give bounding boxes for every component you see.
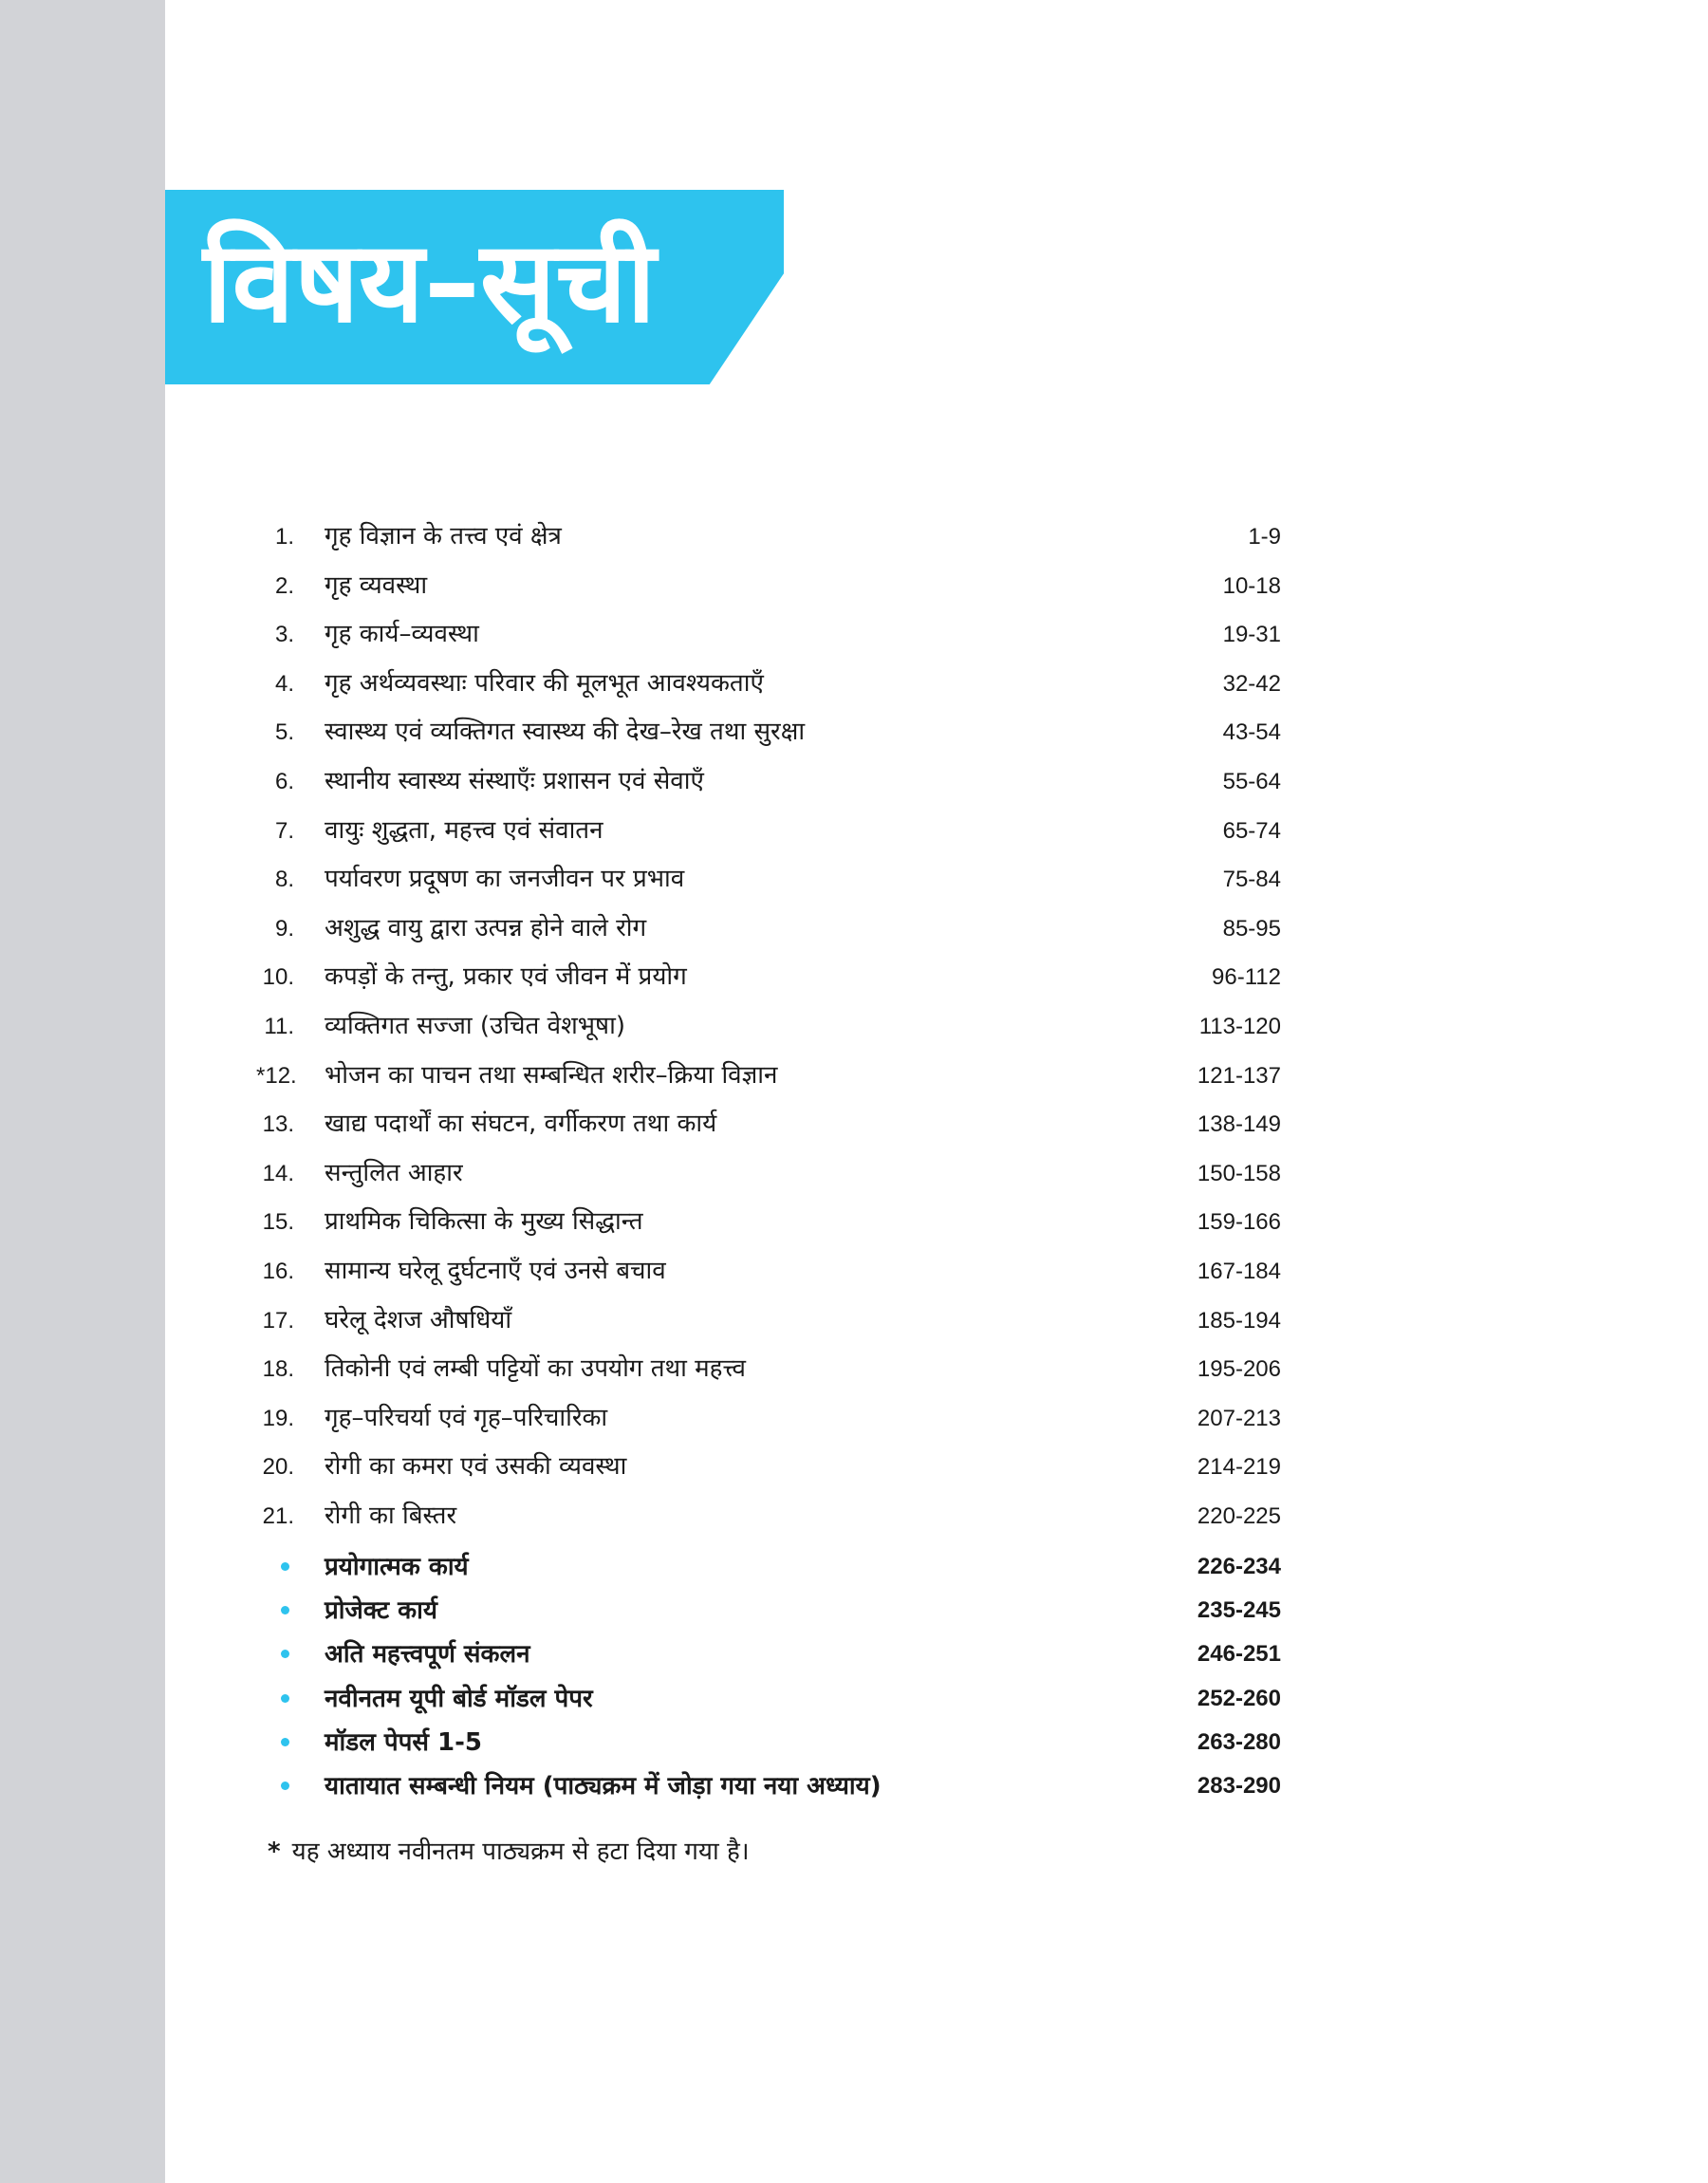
chapter-number: *12. xyxy=(256,1062,297,1089)
chapter-number: 5. xyxy=(274,719,294,746)
extra-pages: 252-260 xyxy=(1197,1685,1281,1711)
bullet-icon xyxy=(281,1782,289,1790)
extra-row[interactable] xyxy=(256,1721,1281,1764)
chapter-number: 7. xyxy=(274,817,294,844)
toc-row[interactable] xyxy=(256,1002,1281,1052)
chapter-title: गृह अर्थव्यवस्थाः परिवार की मूलभूत आवश्यकताएँ xyxy=(325,668,764,698)
chapter-pages: 85-95 xyxy=(1222,915,1281,942)
chapter-number: 19. xyxy=(262,1405,294,1431)
toc-row[interactable] xyxy=(256,1100,1281,1149)
extra-pages: 246-251 xyxy=(1197,1641,1281,1668)
toc-row[interactable] xyxy=(256,1443,1281,1492)
chapter-title: खाद्य पदार्थों का संघटन, वर्गीकरण तथा कार्य xyxy=(325,1110,717,1139)
chapter-pages: 207-213 xyxy=(1197,1405,1281,1431)
extra-pages: 263-280 xyxy=(1197,1728,1281,1755)
chapter-title: स्वास्थ्य एवं व्यक्तिगत स्वास्थ्य की देख–रेख तथा सुरक्षा xyxy=(325,718,806,747)
toc-row[interactable] xyxy=(256,1297,1281,1346)
chapter-number: 14. xyxy=(262,1160,294,1186)
chapter-title: गृह विज्ञान के तत्त्व एवं क्षेत्र xyxy=(325,522,562,550)
bullet-icon xyxy=(281,1694,289,1703)
page-title: विषय–सूची xyxy=(203,216,657,347)
toc-row[interactable] xyxy=(256,905,1281,954)
chapter-title: व्यक्तिगत सज्जा (उचित वेशभूषा) xyxy=(325,1011,625,1040)
toc-row[interactable] xyxy=(256,562,1281,611)
chapter-title: गृह–परिचर्या एवं गृह–परिचारिका xyxy=(325,1403,608,1432)
chapter-title: गृह कार्य–व्यवस्था xyxy=(325,620,479,649)
bullet-icon xyxy=(281,1562,289,1571)
toc-row[interactable] xyxy=(256,1247,1281,1297)
toc-row[interactable] xyxy=(256,953,1281,1002)
toc-row[interactable] xyxy=(256,1149,1281,1199)
chapter-title: घरेलू देशज औषधियाँ xyxy=(325,1305,512,1334)
toc-row[interactable] xyxy=(256,855,1281,905)
toc-row[interactable] xyxy=(256,708,1281,757)
extra-row[interactable] xyxy=(256,1589,1281,1633)
toc-row[interactable] xyxy=(256,610,1281,660)
chapter-title: अशुद्ध वायु द्वारा उत्पन्न होने वाले रोग xyxy=(325,913,647,942)
chapter-number: 4. xyxy=(274,670,294,697)
chapter-number: 1. xyxy=(274,524,294,550)
chapter-pages: 96-112 xyxy=(1212,964,1281,991)
chapter-pages: 195-206 xyxy=(1197,1356,1281,1383)
chapter-title: सामान्य घरेलू दुर्घटनाएँ एवं उनसे बचाव xyxy=(325,1256,666,1285)
chapter-title: भोजन का पाचन तथा सम्बन्धित शरीर–क्रिया विज्ञान xyxy=(325,1060,778,1090)
chapter-title: स्थानीय स्वास्थ्य संस्थाएँः प्रशासन एवं सेवाएँ xyxy=(325,766,704,795)
table-of-contents xyxy=(256,513,1281,1540)
bullet-icon xyxy=(281,1606,289,1614)
footnote xyxy=(268,1830,750,1874)
chapter-number: 10. xyxy=(262,964,294,991)
toc-row[interactable] xyxy=(256,807,1281,856)
chapter-number: 18. xyxy=(262,1356,294,1383)
chapter-number: 8. xyxy=(274,867,294,893)
chapter-title: तिकोनी एवं लम्बी पट्टियों का उपयोग तथा महत्त्व xyxy=(325,1354,746,1384)
chapter-pages: 185-194 xyxy=(1197,1307,1281,1334)
extra-row[interactable] xyxy=(256,1677,1281,1721)
chapter-pages: 214-219 xyxy=(1197,1454,1281,1481)
chapter-number: 16. xyxy=(262,1258,294,1284)
chapter-title: पर्यावरण प्रदूषण का जनजीवन पर प्रभाव xyxy=(325,865,685,894)
chapter-number: 17. xyxy=(262,1307,294,1334)
toc-row[interactable] xyxy=(256,1492,1281,1541)
extra-title: मॉडल पेपर्स 1-5 xyxy=(325,1727,483,1757)
extra-title: यातायात सम्बन्धी नियम (पाठ्यक्रम में जोड़ा गया नया अध्याय) xyxy=(325,1771,882,1801)
chapter-pages: 113-120 xyxy=(1198,1013,1281,1039)
bullet-icon xyxy=(281,1650,289,1658)
chapter-number: 15. xyxy=(262,1209,294,1236)
chapter-pages: 32-42 xyxy=(1222,670,1281,697)
chapter-number: 20. xyxy=(262,1454,294,1481)
chapter-number: 11. xyxy=(264,1013,294,1039)
chapter-pages: 150-158 xyxy=(1197,1160,1281,1186)
chapter-pages: 19-31 xyxy=(1222,622,1281,648)
chapter-title: गृह व्यवस्था xyxy=(325,570,428,600)
toc-row[interactable] xyxy=(256,660,1281,709)
chapter-number: 6. xyxy=(274,768,294,794)
extra-row[interactable] xyxy=(256,1545,1281,1589)
chapter-title: कपड़ों के तन्तु, प्रकार एवं जीवन में प्रयोग xyxy=(325,962,687,992)
chapter-pages: 159-166 xyxy=(1197,1209,1281,1236)
side-strip xyxy=(0,0,165,2183)
toc-row[interactable] xyxy=(256,1052,1281,1101)
footnote-text: यह अध्याय नवीनतम पाठ्यक्रम से हटा दिया गया है। xyxy=(291,1838,750,1866)
chapter-pages: 220-225 xyxy=(1197,1502,1281,1529)
chapter-number: 13. xyxy=(262,1111,294,1138)
toc-row[interactable] xyxy=(256,1394,1281,1444)
extra-title: प्रोजेक्ट कार्य xyxy=(325,1596,437,1626)
supplementary-list xyxy=(256,1545,1281,1808)
toc-row[interactable] xyxy=(256,513,1281,562)
chapter-pages: 65-74 xyxy=(1222,817,1281,844)
chapter-number: 9. xyxy=(274,915,294,942)
chapter-pages: 55-64 xyxy=(1222,768,1281,794)
chapter-title: सन्तुलित आहार xyxy=(325,1158,463,1187)
chapter-pages: 138-149 xyxy=(1197,1111,1281,1138)
chapter-title: प्राथमिक चिकित्सा के मुख्य सिद्धान्त xyxy=(325,1207,643,1237)
chapter-pages: 75-84 xyxy=(1222,867,1281,893)
toc-row[interactable] xyxy=(256,757,1281,807)
extra-title: प्रयोगात्मक कार्य xyxy=(325,1553,469,1581)
chapter-pages: 10-18 xyxy=(1222,572,1281,599)
chapter-title: रोगी का कमरा एवं उसकी व्यवस्था xyxy=(325,1452,627,1482)
extra-title: अति महत्त्वपूर्ण संकलन xyxy=(325,1640,530,1670)
extra-row[interactable] xyxy=(256,1764,1281,1808)
bullet-icon xyxy=(281,1738,289,1746)
extra-pages: 226-234 xyxy=(1197,1554,1281,1579)
chapter-pages: 1-9 xyxy=(1248,524,1281,550)
chapter-title: वायुः शुद्धता, महत्त्व एवं संवातन xyxy=(325,815,603,845)
footnote-marker: * xyxy=(268,1838,281,1866)
chapter-number: 21. xyxy=(262,1502,294,1529)
chapter-title: रोगी का बिस्तर xyxy=(325,1501,457,1530)
chapter-pages: 121-137 xyxy=(1197,1062,1281,1089)
chapter-number: 3. xyxy=(274,622,294,648)
extra-pages: 283-290 xyxy=(1197,1772,1281,1799)
toc-row[interactable] xyxy=(256,1198,1281,1247)
chapter-number: 2. xyxy=(274,572,294,599)
chapter-pages: 167-184 xyxy=(1197,1258,1281,1284)
extra-title: नवीनतम यूपी बोर्ड मॉडल पेपर xyxy=(325,1684,593,1713)
extra-pages: 235-245 xyxy=(1197,1597,1281,1624)
chapter-pages: 43-54 xyxy=(1222,719,1281,746)
toc-row[interactable] xyxy=(256,1345,1281,1394)
extra-row[interactable] xyxy=(256,1633,1281,1676)
